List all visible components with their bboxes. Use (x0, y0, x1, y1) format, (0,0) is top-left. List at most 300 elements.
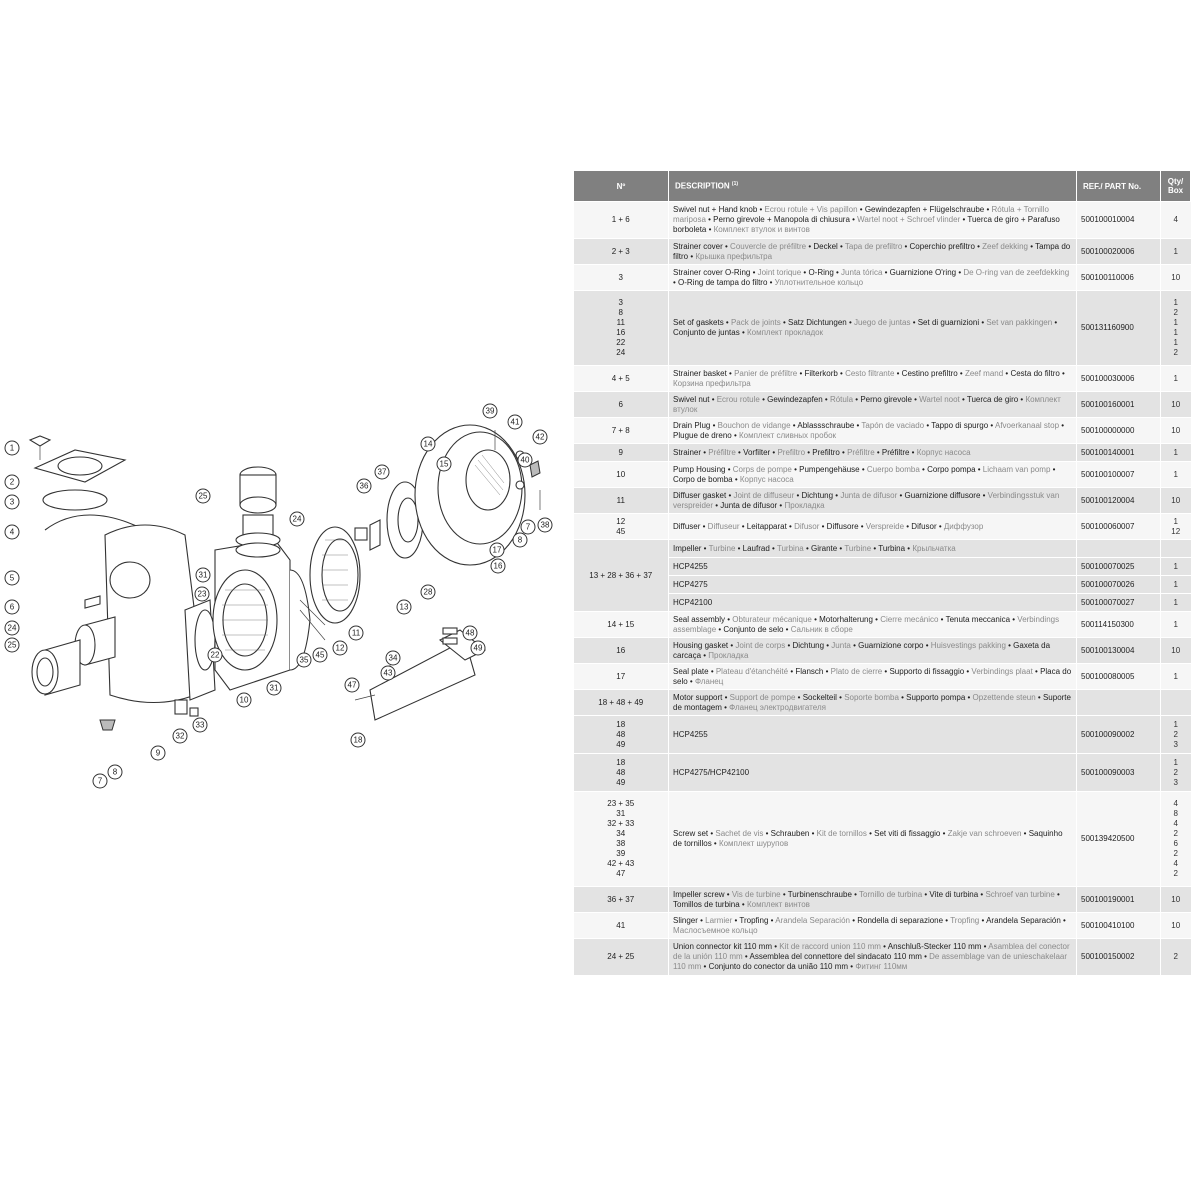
translation-text: De O-ring van de zeefdekking (963, 267, 1070, 277)
table-header-row (574, 171, 1191, 202)
description-text: Dichtung (792, 640, 825, 650)
callout-number: 49 (473, 643, 483, 653)
part-number-line: 9 (618, 447, 623, 457)
bullet-separator: • (854, 420, 862, 430)
bullet-separator: • (786, 521, 795, 531)
qty-line: 1 (1173, 338, 1178, 347)
callout-16 (491, 559, 505, 573)
translation-text: Tapón de vaciado (861, 420, 925, 430)
description-text: Turbinenschraube (787, 889, 852, 899)
callout-number: 34 (388, 653, 398, 663)
cell-description (669, 418, 1077, 444)
cell-part-number (574, 392, 669, 418)
callout-number: 16 (493, 561, 503, 571)
cell-ref (1077, 540, 1161, 558)
cell-description (669, 291, 1077, 366)
translation-text: Prefiltro (777, 447, 806, 457)
header-description-label: DESCRIPTION (675, 181, 730, 191)
translation-text: Прокладка (784, 500, 825, 510)
translation-text: Couvercle de préfiltre (730, 241, 807, 251)
description-text: Housing gasket (673, 640, 729, 650)
translation-text: Verbindings plaat (971, 666, 1033, 676)
callout-13 (397, 600, 411, 614)
cell-description (669, 514, 1077, 540)
description-text: Perno girevole + Manopola di chiusura (713, 215, 850, 224)
table-row (574, 239, 1191, 265)
cell-qty (1161, 265, 1191, 291)
cell-qty (1161, 913, 1191, 939)
cell-qty (1161, 716, 1191, 754)
bullet-separator: • (894, 368, 902, 378)
description-text: Diffusore (826, 521, 859, 531)
translation-text: Корзина префильтра (673, 378, 751, 388)
bullet-separator: • (709, 394, 717, 404)
description-text: Préfiltre (881, 447, 910, 457)
description-text: Ablassschraube (797, 420, 855, 430)
description-text: Motor support (673, 692, 723, 702)
description-text: HCP4275 (673, 579, 708, 589)
translation-text: Zeef mand (964, 368, 1004, 378)
translation-text: Диффузор (943, 521, 984, 531)
bullet-separator: • (823, 666, 831, 676)
description-text: Flansch (795, 666, 824, 676)
bullet-separator: • (919, 464, 928, 474)
bullet-separator: • (722, 692, 730, 702)
qty-line: 2 (1173, 767, 1178, 777)
cell-description (669, 558, 1077, 576)
cell-ref: 500100010004 (1077, 202, 1161, 239)
callout-number: 35 (299, 655, 309, 665)
cell-ref: 500100190001 (1077, 887, 1161, 913)
callout-number: 25 (7, 640, 17, 650)
description-text: Coperchio prefiltro (909, 241, 975, 251)
bullet-separator: • (849, 915, 858, 925)
translation-text: Préfiltre (847, 447, 875, 457)
bullet-separator: • (701, 447, 709, 457)
spare-parts-table (573, 170, 1191, 976)
bullet-separator: • (974, 241, 983, 251)
bullet-separator: • (943, 915, 951, 925)
callout-12 (333, 641, 347, 655)
callout-22 (208, 648, 222, 662)
bullet-separator: • (851, 889, 860, 899)
part-number-line: 42 + 43 (607, 859, 635, 868)
callout-number: 24 (7, 623, 17, 633)
translation-text: Plato de cierre (830, 666, 883, 676)
description-text: Strainer basket (673, 368, 727, 378)
translation-text: Junta (831, 640, 851, 650)
part-number-line: 4 + 5 (611, 373, 630, 383)
translation-text: Asamblea del conector de la unión 110 mm (673, 942, 1070, 961)
translation-text: Уплотнительное кольцо (774, 277, 864, 287)
translation-text: Прокладка (708, 650, 749, 660)
cell-description (669, 887, 1077, 913)
callout-number: 8 (517, 535, 523, 545)
cell-part-number (574, 612, 669, 638)
table-row (574, 392, 1191, 418)
bullet-separator: • (837, 241, 845, 251)
cell-description (669, 540, 1077, 558)
cell-qty (1161, 514, 1191, 540)
bullet-separator: • (936, 521, 944, 531)
callout-24 (5, 621, 19, 635)
part-number-line: 18 + 48 + 49 (598, 697, 644, 707)
description-text: Saquinho de tornillos (673, 829, 1063, 848)
translation-text: Joint torique (757, 267, 802, 277)
bullet-separator: • (732, 474, 740, 484)
description-text: Tuerca de giro (966, 394, 1019, 404)
callout-number: 41 (510, 417, 520, 427)
description-text: Diffuser gasket (673, 490, 727, 500)
callout-number: 17 (492, 545, 502, 555)
bullet-separator: • (833, 490, 841, 500)
callout-number: 3 (9, 497, 15, 507)
cell-qty (1161, 594, 1191, 612)
bullet-separator: • (724, 889, 732, 899)
bullet-separator: • (822, 394, 830, 404)
qty-line: 4 (1173, 859, 1178, 868)
cell-description (669, 913, 1077, 939)
description-text: Tomillos de turbina (673, 899, 740, 909)
translation-text: Комплект втулок (673, 394, 1061, 414)
bullet-separator: • (726, 368, 735, 378)
cell-description (669, 638, 1077, 664)
callout-8 (513, 533, 527, 547)
part-number-line: 16 (616, 328, 626, 337)
callout-number: 25 (198, 491, 208, 501)
callout-45 (313, 648, 327, 662)
translation-text: Turbina (776, 543, 804, 553)
bullet-separator: • (882, 267, 890, 277)
cell-qty (1161, 690, 1191, 716)
callout-47 (345, 678, 359, 692)
callout-number: 43 (383, 668, 393, 678)
callout-8 (108, 765, 122, 779)
bullet-separator: • (1021, 829, 1029, 838)
description-text: Tuerca de giro + Parafuso borboleta (673, 215, 1060, 234)
bullet-separator: • (1035, 692, 1043, 702)
description-text: Vite di turbina (929, 889, 979, 899)
cell-ref: 500100070026 (1077, 576, 1161, 594)
callout-number: 40 (520, 455, 530, 465)
bullet-separator: • (791, 464, 800, 474)
bullet-separator: • (880, 942, 888, 951)
cell-description (669, 265, 1077, 291)
bullet-separator: • (979, 915, 987, 925)
qty-line: 6 (1173, 839, 1178, 848)
translation-text: Kit de raccord union 110 mm (779, 942, 881, 951)
callout-number: 23 (197, 589, 207, 599)
table-row (574, 540, 1191, 558)
translation-text: Tropfing (950, 915, 980, 925)
qty-line: 10 (1171, 920, 1181, 930)
translation-text: Arandela Separación (775, 915, 850, 925)
translation-text: Lichaam van pomp (982, 464, 1051, 474)
bullet-separator: • (673, 277, 679, 287)
description-text: Swivel nut + Hand knob (673, 205, 758, 214)
table-row (574, 664, 1191, 690)
bullet-separator: • (979, 318, 987, 327)
translation-text: Kit de tornillos (816, 829, 867, 838)
table-row (574, 716, 1191, 754)
callout-24 (290, 512, 304, 526)
bullet-separator: • (849, 215, 858, 224)
bullet-separator: • (921, 952, 930, 961)
callout-3 (5, 495, 19, 509)
bullet-separator: • (763, 829, 771, 838)
callout-number: 11 (351, 628, 361, 638)
cell-qty (1161, 291, 1191, 366)
translation-text: Комплект винтов (746, 899, 810, 909)
bullet-separator: • (905, 543, 913, 553)
part-number-line: 17 (616, 671, 626, 681)
bullet-separator: • (721, 702, 730, 712)
callout-23 (195, 587, 209, 601)
bullet-separator: • (957, 368, 965, 378)
table-row (574, 612, 1191, 638)
qty-line: 10 (1171, 425, 1181, 435)
translation-text: Sachet de vis (715, 829, 764, 838)
translation-text: Фитинг 110мм (855, 962, 908, 971)
translation-text: Фланец электродвигателя (729, 702, 826, 712)
translation-text: Afvoerkanaal stop (994, 420, 1060, 430)
part-number-line: 34 (616, 829, 626, 838)
callout-49 (471, 641, 485, 655)
bullet-separator: • (902, 241, 910, 251)
translation-text: Wartel noot + Schroef vlinder (857, 215, 961, 224)
callout-number: 1 (9, 443, 15, 453)
part-number-line: 32 + 33 (607, 819, 635, 828)
bullet-separator: • (772, 942, 780, 951)
description-text: Supporto pompa (906, 692, 966, 702)
translation-text: Junta de difusor (840, 490, 898, 500)
cell-ref: 500114150300 (1077, 612, 1161, 638)
callout-number: 15 (439, 459, 449, 469)
description-text: Diffuser (673, 521, 701, 531)
bullet-separator: • (850, 640, 859, 650)
bullet-separator: • (780, 889, 788, 899)
bullet-separator: • (742, 952, 750, 961)
qty-line: 1 (1173, 298, 1178, 307)
part-number-line: 11 (616, 495, 625, 505)
description-text: Gewindezapfen + Flügelschraube (864, 205, 985, 214)
cell-part-number (574, 690, 669, 716)
cell-qty (1161, 558, 1191, 576)
callout-number: 4 (9, 527, 15, 537)
description-text: Rondella di separazione (857, 915, 944, 925)
bullet-separator: • (923, 640, 931, 650)
translation-text: Сальник в сборе (790, 624, 853, 634)
cell-part-number (574, 754, 669, 792)
cell-part-number (574, 540, 669, 612)
callout-number: 12 (335, 643, 345, 653)
cell-part-number (574, 265, 669, 291)
bullet-separator: • (726, 490, 734, 500)
callout-number: 13 (399, 602, 409, 612)
translation-text: Verspreide (865, 521, 905, 531)
bullet-separator: • (910, 318, 918, 327)
bullet-separator: • (769, 543, 777, 553)
cell-description (669, 392, 1077, 418)
header-ref: REF./ PART No. (1077, 171, 1161, 202)
part-number-line: 14 + 15 (607, 619, 635, 629)
description-text: Set of gaskets (673, 318, 724, 327)
description-text: Placa do selo (673, 666, 1072, 686)
callout-number: 10 (239, 695, 249, 705)
callout-17 (490, 543, 504, 557)
description-text: Guarnizione O'ring (889, 267, 957, 277)
bullet-separator: • (898, 692, 907, 702)
bullet-separator: • (697, 915, 706, 925)
table-row (574, 462, 1191, 488)
cell-ref: 500100410100 (1077, 913, 1161, 939)
table-row (574, 444, 1191, 462)
bullet-separator: • (713, 500, 721, 510)
translation-text: Tapa de prefiltro (844, 241, 903, 251)
translation-text: Verbindings assemblage (673, 614, 1060, 634)
description-text: Union connector kit 110 mm (673, 942, 773, 951)
header-qty: Qty/ Box (1161, 171, 1191, 202)
description-text: Gaxeta da carcaça (673, 640, 1051, 660)
callout-number: 38 (540, 520, 550, 530)
qty-line: 10 (1171, 495, 1181, 505)
part-number-line: 22 (616, 338, 626, 347)
translation-text: Turbine (708, 543, 736, 553)
qty-line: 2 (1173, 869, 1178, 878)
cell-qty (1161, 754, 1191, 792)
translation-text: Obturateur mécanique (732, 614, 812, 624)
description-text: Laufrad (742, 543, 770, 553)
bullet-separator: • (853, 394, 861, 404)
bullet-separator: • (904, 521, 912, 531)
part-number-line: 47 (616, 869, 626, 878)
description-text: Screw set (673, 829, 709, 838)
cell-part-number (574, 514, 669, 540)
bullet-separator: • (1027, 241, 1036, 251)
qty-line: 3 (1173, 777, 1178, 787)
cell-qty (1161, 576, 1191, 594)
translation-text: Set van pakkingen (986, 318, 1053, 327)
description-text: Supporto di fissaggio (889, 666, 965, 676)
callout-number: 48 (465, 628, 475, 638)
translation-text: Vis de turbine (731, 889, 781, 899)
translation-text: Difusor (794, 521, 820, 531)
description-text: Deckel (813, 241, 838, 251)
callout-35 (297, 653, 311, 667)
table-row (574, 488, 1191, 514)
description-text: HCP42100 (673, 597, 713, 607)
bullet-separator: • (882, 666, 890, 676)
callout-number: 36 (359, 481, 369, 491)
bullet-separator: • (711, 839, 719, 848)
bullet-separator: • (725, 614, 733, 624)
cell-part-number (574, 418, 669, 444)
description-text: Guarnizione diffusore (904, 490, 981, 500)
cell-description (669, 488, 1077, 514)
description-text: Set viti di fissaggio (874, 829, 941, 838)
description-text: Difusor (911, 521, 937, 531)
description-text: O-Ring de tampa do filtro (678, 277, 768, 287)
callout-14 (421, 437, 435, 451)
bullet-separator: • (805, 447, 813, 457)
cell-ref: 500100130004 (1077, 638, 1161, 664)
bullet-separator: • (837, 368, 846, 378)
callout-9 (151, 746, 165, 760)
table-row (574, 291, 1191, 366)
bullet-separator: • (732, 915, 740, 925)
cell-description (669, 366, 1077, 392)
callout-25 (5, 638, 19, 652)
part-number-line: 31 (616, 809, 626, 818)
bullet-separator: • (837, 543, 845, 553)
cell-description (669, 792, 1077, 887)
bullet-separator: • (700, 521, 708, 531)
exploded-parts-diagram (0, 400, 560, 800)
description-text: Swivel nut (673, 394, 710, 404)
bullet-separator: • (857, 205, 865, 214)
translation-text: Opzettende steun (972, 692, 1036, 702)
cell-ref: 500100090003 (1077, 754, 1161, 792)
cell-part-number (574, 638, 669, 664)
bullet-separator: • (964, 666, 972, 676)
cell-description (669, 716, 1077, 754)
callout-number: 18 (353, 735, 363, 745)
callout-2 (5, 475, 19, 489)
bullet-separator: • (960, 215, 968, 224)
part-number-line: 12 (616, 516, 626, 526)
cell-part-number (574, 202, 669, 239)
table-row (574, 913, 1191, 939)
cell-part-number (574, 291, 669, 366)
description-text: Tampa do filtro (673, 241, 1071, 261)
translation-text: Комплект сливных пробок (738, 430, 837, 440)
translation-text: Ecrou rotule (716, 394, 760, 404)
callout-40 (518, 453, 532, 467)
description-text: Suporte de montagem (673, 692, 1071, 712)
description-text: Conjunto de juntas (673, 328, 740, 337)
bullet-separator: • (1018, 394, 1026, 404)
callout-number: 37 (377, 467, 387, 477)
cell-part-number (574, 716, 669, 754)
cell-part-number (574, 488, 669, 514)
callout-34 (386, 651, 400, 665)
bullet-separator: • (788, 666, 796, 676)
bullet-separator: • (809, 829, 817, 838)
cell-ref: 500131160900 (1077, 291, 1161, 366)
part-number-line: 11 (616, 318, 625, 327)
qty-line: 1 (1173, 619, 1178, 629)
part-number-line: 39 (616, 849, 626, 858)
motor-support (355, 628, 485, 720)
bullet-separator: • (978, 889, 986, 899)
callout-number: 24 (292, 514, 302, 524)
callout-48 (463, 626, 477, 640)
bullet-separator: • (824, 640, 832, 650)
bullet-separator: • (708, 666, 716, 676)
bullet-separator: • (836, 692, 845, 702)
bullet-separator: • (1059, 420, 1065, 430)
bullet-separator: • (770, 447, 778, 457)
translation-text: Pack de joints (730, 318, 781, 327)
callout-41 (508, 415, 522, 429)
bullet-separator: • (909, 447, 917, 457)
description-text: Schrauben (770, 829, 810, 838)
description-text: Seal plate (673, 666, 709, 676)
translation-text: Plateau d'étanchéité (715, 666, 789, 676)
callout-number: 32 (175, 731, 185, 741)
part-number-line: 18 (616, 757, 626, 767)
translation-text: Joint de corps (735, 640, 786, 650)
